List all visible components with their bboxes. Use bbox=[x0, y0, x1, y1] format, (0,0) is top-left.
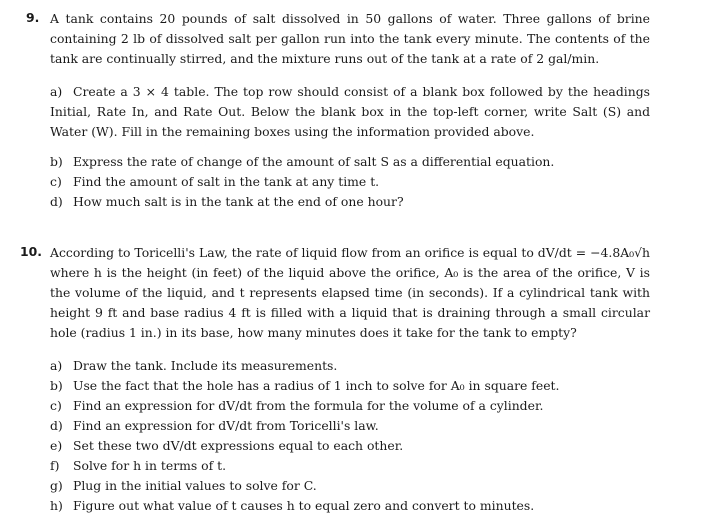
part-f-text: Solve for h in terms of t. bbox=[73, 458, 227, 473]
part-b-text: Express the rate of change of the amount of salt S as a differential equation. bbox=[73, 154, 555, 169]
part-label: a) bbox=[50, 358, 63, 373]
question-10-part-g bbox=[50, 476, 317, 496]
part-h-text: Figure out what value of t causes h to equal zero and convert to minutes. bbox=[73, 498, 535, 513]
question-10-part-b bbox=[50, 376, 559, 396]
part-label: d) bbox=[50, 418, 63, 433]
part-label: b) bbox=[50, 378, 63, 393]
question-9-part-c bbox=[50, 172, 379, 192]
question-10-part-e bbox=[50, 436, 403, 456]
part-label: g) bbox=[50, 478, 63, 493]
part-label: e) bbox=[50, 438, 63, 453]
question-10-part-d bbox=[50, 416, 379, 436]
part-label: h) bbox=[50, 498, 63, 513]
part-label: c) bbox=[50, 398, 62, 413]
question-10-part-f bbox=[50, 456, 226, 476]
question-10-text: According to Toricelli's Law, the rate of liquid flow from an orifice is equal to dV/dt = −4.8A₀√h where h is the height (in feet) of the liquid above the orifice, A₀ is the area of the orifice, V is the volume of the liquid, and t represents elapsed time (in seconds). If a cylindrical tank with height 9 ft and base radius 4 ft is filled with a liquid that is draining through a small circular hole (radius 1 in.) in its base, how many minutes does it take for the tank to empty? bbox=[50, 245, 650, 340]
part-e-text: Set these two dV/dt expressions equal to each other. bbox=[73, 438, 404, 453]
question-9-part-d bbox=[50, 192, 404, 212]
question-9-part-a bbox=[50, 82, 650, 142]
part-label: a) bbox=[50, 84, 63, 99]
question-9-part-b bbox=[50, 152, 554, 172]
part-a-text: Draw the tank. Include its measurements. bbox=[73, 358, 338, 373]
part-d-text: Find an expression for dV/dt from Toricelli's law. bbox=[73, 418, 379, 433]
part-label: c) bbox=[50, 174, 62, 189]
question-10-part-a bbox=[50, 356, 337, 376]
part-label: f) bbox=[50, 458, 60, 473]
question-9-number: 9. bbox=[26, 10, 40, 25]
part-c-text: Find an expression for dV/dt from the formula for the volume of a cylinder. bbox=[73, 398, 544, 413]
part-c-text: Find the amount of salt in the tank at any time t. bbox=[73, 174, 380, 189]
question-10-part-h bbox=[50, 496, 534, 516]
part-d-text: How much salt is in the tank at the end of one hour? bbox=[73, 194, 404, 209]
part-a-text: Create a 3 × 4 table. The top row should consist of a blank box followed by the headings Initial, Rate In, and Rate Out. Below the blank box in the top-left corner, write Salt (S) and Water (W). Fill in the remaining boxes using the information provided above. bbox=[50, 84, 650, 139]
part-b-text: Use the fact that the hole has a radius of 1 inch to solve for A₀ in square feet. bbox=[73, 378, 560, 393]
question-10-part-c bbox=[50, 396, 543, 416]
question-9-text: A tank contains 20 pounds of salt dissolved in 50 gallons of water. Three gallons of brine containing 2 lb of dissolved salt per gallon run into the tank every minute. The contents of the tank are continually stirred, and the mixture runs out of the tank at a rate of 2 gal/min. bbox=[50, 11, 650, 66]
question-10-number: 10. bbox=[20, 244, 42, 259]
part-g-text: Plug in the initial values to solve for C. bbox=[73, 478, 317, 493]
part-label: b) bbox=[50, 154, 63, 169]
part-label: d) bbox=[50, 194, 63, 209]
